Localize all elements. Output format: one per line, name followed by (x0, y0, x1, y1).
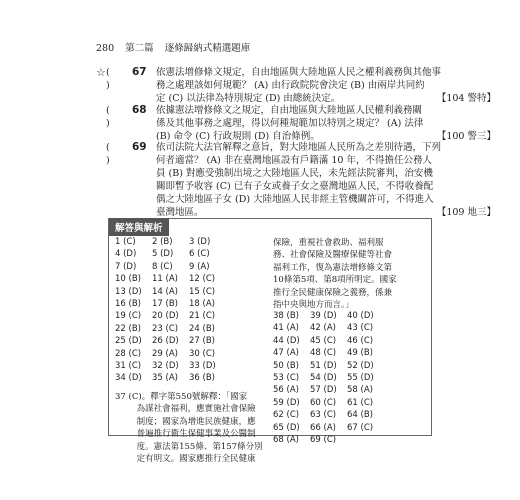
page-number: 280 (96, 43, 115, 54)
answer-item: 25 (D) (115, 336, 142, 347)
answer-item: 9 (A) (189, 261, 210, 272)
answer-item: 21 (C) (189, 311, 216, 322)
book-title: 逐條歸納式精選題庫 (164, 43, 251, 54)
star-icon: ☆ (96, 66, 106, 79)
answer-item: 62 (C) (273, 410, 300, 421)
answer-item: 5 (D) (152, 249, 174, 260)
answer-item: 31 (C) (115, 360, 142, 371)
answer-item: 66 (A) (310, 422, 336, 433)
answer-item: 59 (D) (273, 397, 300, 408)
question-line: 依憲法增修條文規定，自由地區與大陸地區人民之權利義務與其他事 (156, 67, 442, 78)
answer-row (273, 336, 384, 348)
question-line: 係及其他事務之處理，得以何種規範加以特別之規定？ (A) 法律 (156, 118, 424, 129)
answer-item: 23 (C) (152, 323, 179, 334)
question-number: 68 (132, 104, 147, 116)
answer-item: 3 (D) (189, 237, 211, 247)
part-label: 第二篇 (125, 43, 154, 54)
answer-row (115, 336, 226, 348)
answer-item (347, 435, 384, 447)
answer-item: 29 (A) (152, 348, 178, 359)
answer-item: 60 (C) (310, 397, 337, 408)
answer-item: 36 (B) (189, 373, 215, 384)
answer-item: 7 (D) (115, 261, 137, 272)
answer-item: 22 (B) (115, 323, 141, 334)
answer-panel-title: 解答與解析 (109, 218, 169, 236)
answer-item: 30 (C) (189, 348, 216, 359)
explanation-line: 制度；國家為增進民族健康，應 (115, 416, 256, 427)
answer-item: 42 (A) (310, 323, 336, 334)
explanation-line: 務、社會保險及醫療保健等社會 (273, 250, 393, 261)
answer-row (273, 423, 384, 435)
explanation-line: 37 (C)。釋字第550號解釋：「國家 (115, 392, 248, 402)
question-line: 依據憲法增修條文之規定，自由地區與大陸地區人民權利義務關 (156, 105, 423, 116)
question-text (156, 141, 500, 219)
explanation-line: 保險，重視社會救助、福利服 (273, 238, 384, 248)
answer-item: 61 (C) (347, 397, 374, 408)
answer-panel (108, 218, 432, 465)
question-line: 臺灣地區。 【109 地三】 (156, 207, 496, 218)
answer-row (273, 348, 384, 360)
answer-blank: ( ) (106, 142, 110, 166)
answer-item: 27 (B) (189, 336, 215, 347)
answer-item: 4 (D) (115, 249, 137, 260)
answer-item: 68 (A) (273, 434, 299, 445)
answer-item: 49 (B) (347, 348, 373, 359)
answer-item: 63 (C) (310, 410, 337, 421)
answer-item: 44 (D) (273, 335, 300, 346)
explanation-line: 10條第5項、第8項所明定。國家 (273, 275, 397, 286)
question-line: 依司法院大法官解釋之意旨，對大陸地區人民所為之差別待遇，下列 (156, 142, 442, 153)
answer-row (273, 361, 384, 373)
answer-item: 19 (C) (115, 311, 142, 322)
answer-blank: ( ) (106, 105, 110, 129)
answer-row (115, 287, 226, 299)
answer-item: 14 (A) (152, 286, 178, 297)
answer-row (115, 324, 226, 336)
answer-item: 58 (A) (347, 385, 373, 396)
answer-item: 35 (A) (152, 373, 178, 384)
answer-row (273, 435, 384, 447)
answer-item: 10 (B) (115, 274, 141, 285)
answer-item: 53 (C) (273, 372, 300, 383)
answer-item: 15 (C) (189, 286, 216, 297)
answer-item: 20 (D) (152, 311, 179, 322)
explanation-line: 為謀社會福利，應實施社會保險 (115, 404, 256, 415)
answer-item: 46 (C) (347, 335, 374, 346)
answer-item: 24 (B) (189, 323, 215, 334)
explanation-line: 定有明文。國家應推行全民健康 (115, 454, 256, 465)
answer-row (115, 373, 226, 385)
answer-item: 56 (A) (273, 385, 299, 396)
answer-item: 11 (A) (152, 274, 178, 285)
question-line: (B) 命令 (C) 行政規則 (D) 自治條例。 【100 警三】 (156, 131, 496, 142)
answer-item: 18 (A) (189, 298, 215, 309)
answer-item: 33 (D) (189, 360, 216, 371)
answer-grid-right (273, 311, 384, 447)
question-source: 【109 地三】 (436, 207, 496, 218)
answer-item: 50 (B) (273, 360, 299, 371)
answer-row (115, 361, 226, 373)
answer-row (115, 262, 226, 274)
answer-item: 38 (B) (273, 311, 299, 321)
answer-item: 32 (D) (152, 360, 179, 371)
answer-item: 48 (C) (310, 348, 337, 359)
answer-row (115, 299, 226, 311)
answer-item: 57 (D) (310, 385, 337, 396)
question-source: 【104 警特】 (436, 93, 496, 104)
question-number: 67 (132, 66, 147, 78)
answer-item: 51 (D) (310, 360, 337, 371)
explanation-line: 福利工作，復為憲法增修條文第 (273, 262, 393, 273)
answer-row (115, 237, 226, 249)
answer-item: 47 (A) (273, 348, 299, 359)
answer-row (273, 373, 384, 385)
explanation-37-part1 (115, 391, 263, 465)
answer-item: 39 (D) (310, 311, 337, 321)
question-line: 定 (C) 以法律為特別規定 (D) 由總統決定。 【104 警特】 (156, 93, 496, 104)
answer-item: 40 (D) (347, 311, 374, 321)
answer-item: 13 (D) (115, 286, 142, 297)
explanation-37-part2 (273, 237, 397, 311)
explanation-line: 度。憲法第155條、第157條分別 (115, 441, 263, 452)
answer-item: 1 (C) (115, 237, 136, 247)
question-line: 偶之大陸地區子女 (D) 大陸地區人民非經主管機關許可，不得進入 (156, 194, 434, 205)
answer-item: 45 (C) (310, 335, 337, 346)
answer-item: 43 (C) (347, 323, 374, 334)
answer-item: 69 (C) (310, 434, 337, 445)
question-line: 務之處理該如何規範？ (A) 由行政院院會決定 (B) 由兩岸共同約 (156, 80, 425, 91)
question-line: 員 (B) 對應受強制出境之大陸地區人民，未先經法院審判，治安機 (156, 168, 433, 179)
answer-row (273, 385, 384, 397)
answer-row (115, 349, 226, 361)
explanation-line: 普遍推行衛生保健事業及公醫制 (115, 429, 256, 440)
answer-item: 26 (D) (152, 336, 179, 347)
explanation-line: 指中央與地方而言。」 (273, 300, 354, 311)
answer-item: 52 (D) (347, 360, 374, 371)
answer-item: 65 (D) (273, 422, 300, 433)
question-text (156, 66, 500, 105)
explanation-line: 推行全民健康保險之義務，係兼 (273, 287, 393, 298)
answer-item: 16 (B) (115, 298, 141, 309)
answer-row (273, 311, 384, 323)
answer-item: 34 (D) (115, 373, 142, 384)
answer-item: 41 (A) (273, 323, 299, 334)
answer-item: 12 (C) (189, 274, 216, 285)
question-number: 69 (132, 141, 147, 153)
answer-blank: ( ) (106, 67, 110, 91)
answer-grid-left (115, 237, 226, 386)
answer-item: 55 (D) (347, 372, 374, 383)
answer-row (273, 398, 384, 410)
answer-row (115, 311, 226, 323)
question-line: 何者適當？ (A) 非在臺灣地區設有戶籍滿 10 年，不得擔任公務人 (156, 155, 432, 166)
answer-row (273, 323, 384, 335)
answer-item: 17 (B) (152, 298, 178, 309)
answer-item: 2 (B) (152, 237, 173, 247)
question-text (156, 104, 500, 143)
answer-item: 67 (C) (347, 422, 374, 433)
answer-item: 6 (C) (189, 249, 210, 260)
answer-row (115, 274, 226, 286)
answer-item: 8 (C) (152, 261, 173, 272)
answer-item: 64 (B) (347, 410, 373, 421)
answer-item: 28 (C) (115, 348, 142, 359)
answer-item: 54 (D) (310, 372, 337, 383)
question-source: 【100 警三】 (436, 131, 496, 142)
answer-row (273, 410, 384, 422)
answer-row (115, 249, 226, 261)
page-header (96, 40, 258, 54)
question-line: 關即暫予收容 (C) 已有子女或養子女之臺灣地區人民，不得收養配 (156, 181, 434, 192)
